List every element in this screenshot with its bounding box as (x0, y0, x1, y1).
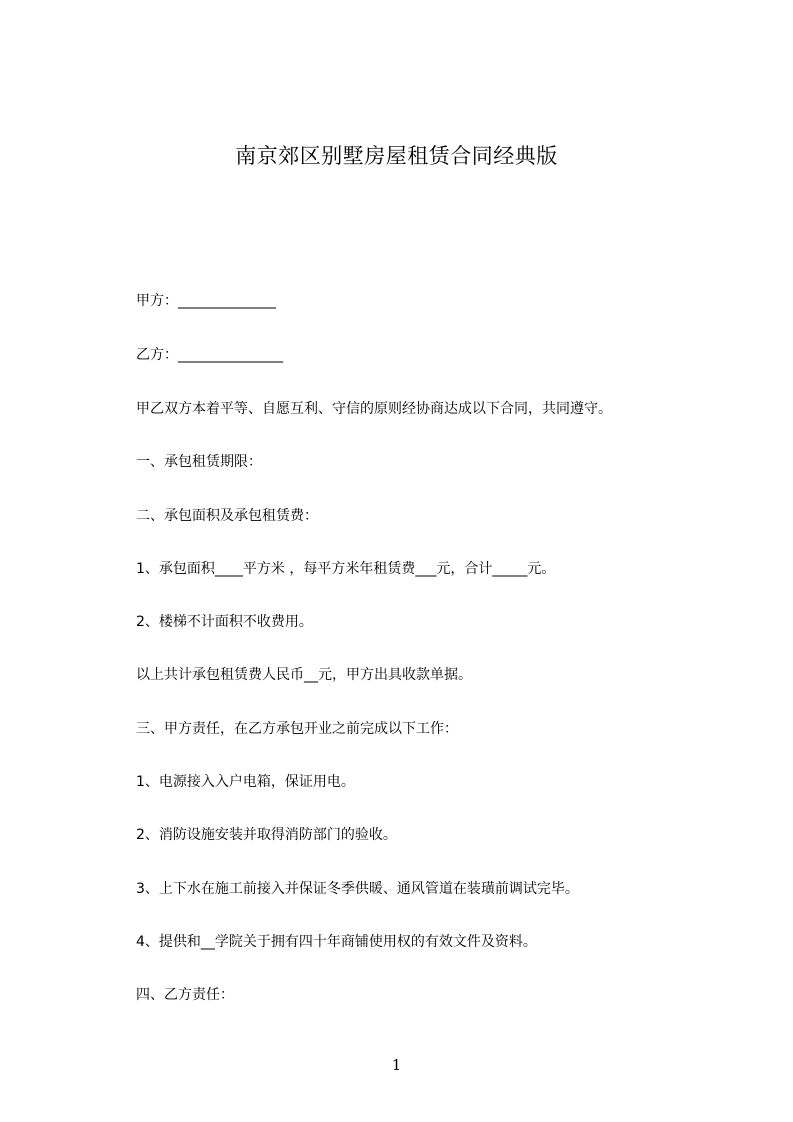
section-2-item-1: 1、承包面积____平方米 ，每平方米年租赁费___元，合计_____元。 (136, 561, 556, 577)
section-3-item-1: 1、电源接入入户电箱，保证用电。 (136, 774, 355, 790)
section-3-item-2: 2、消防设施安装并取得消防部门的验收。 (136, 827, 397, 843)
section-2-item-2: 2、楼梯不计面积不收费用。 (136, 614, 313, 630)
party-b-line: 乙方：_______________ (136, 347, 283, 363)
section-2-heading: 二、承包面积及承包租赁费： (136, 508, 318, 524)
page-number: 1 (391, 1056, 402, 1074)
total-fee-paragraph: 以上共计承包租赁费人民币__元，甲方出具收款单据。 (136, 667, 472, 683)
document-title: 南京郊区别墅房屋租赁合同经典版 (235, 144, 558, 168)
party-a-line: 甲方：______________ (136, 293, 276, 309)
section-3-item-3: 3、上下水在施工前接入并保证冬季供暖、通风管道在装璜前调试完毕。 (136, 881, 579, 897)
preamble-paragraph: 甲乙双方本着平等、自愿互利、守信的原则经协商达成以下合同，共同遵守。 (136, 401, 612, 417)
section-4-heading: 四、乙方责任： (136, 987, 234, 1003)
section-3-item-4: 4、提供和__学院关于拥有四十年商铺使用权的有效文件及资料。 (136, 934, 537, 950)
section-3-heading: 三、甲方责任，在乙方承包开业之前完成以下工作： (136, 721, 458, 737)
section-1-heading: 一、承包租赁期限： (136, 454, 262, 470)
